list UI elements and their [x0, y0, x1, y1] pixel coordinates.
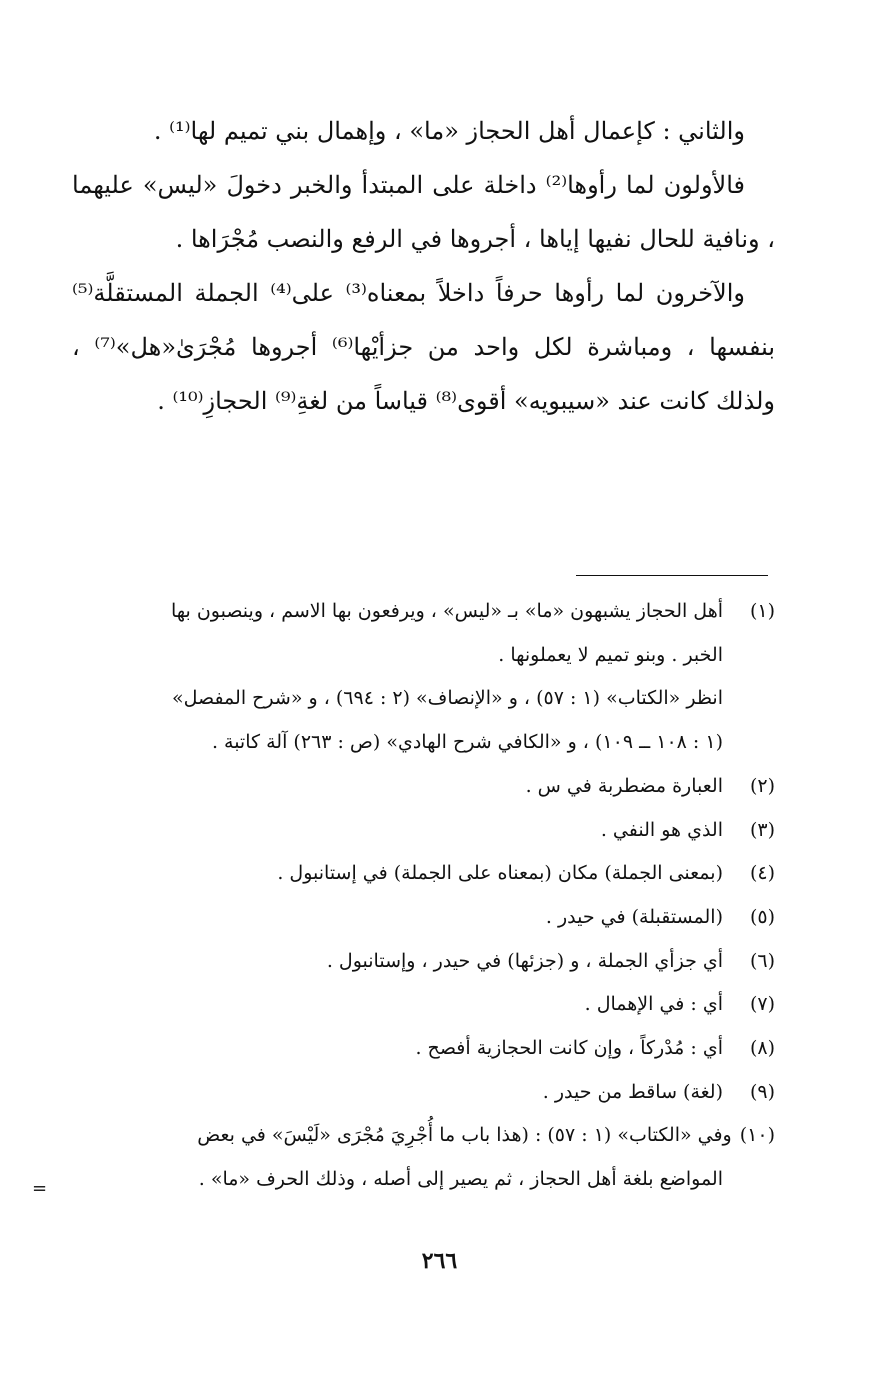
footnote-number: (٥) — [749, 905, 775, 928]
footnote-line: (المستقبلة) في حيدر . — [545, 905, 723, 928]
footnote-text — [72, 590, 723, 765]
footnote-1 — [72, 590, 775, 765]
footnote-7 — [72, 983, 775, 1027]
footnote-line: (لغة) ساقط من حيدر . — [542, 1080, 723, 1103]
footnote-number: (٧) — [749, 993, 775, 1016]
footnote-text — [72, 940, 723, 984]
footnote-number: (٦) — [749, 949, 775, 972]
footnote-text — [72, 983, 723, 1027]
footnote-text — [72, 1071, 723, 1115]
footnote-6 — [72, 940, 775, 984]
footnote-line: وفي «الكتاب» (١ : ٥٧) : (هذا باب ما أُجْرِيَ مُجْرَى «لَيْسَ» في بعض — [197, 1124, 732, 1147]
footnote-line: انظر «الكتاب» (١ : ٥٧) ، و «الإنصاف» (٢ : ٦٩٤) ، و «شرح المفصل» — [171, 687, 723, 710]
footnote-10-continuation — [72, 1158, 775, 1202]
page-number: ٢٦٦ — [421, 1248, 458, 1274]
footnote-line: (١ : ١٠٨ ــ ١٠٩) ، و «الكافي شرح الهادي» (ص : ٢٦٣) آلة كاتبة . — [211, 731, 723, 754]
main-paragraph-2: فالأولون لما رأوها⁽²⁾ داخلة على المبتدأ والخبر دخولَ «ليس» عليهما ، ونافية للحال نفيها إياها ، أجروها في الرفع والنصب مُجْرَاها . — [72, 171, 775, 253]
footnote-line: أي : مُدْركاً ، وإن كانت الحجازية أفصح . — [415, 1037, 723, 1060]
footnote-number: (١) — [749, 600, 775, 622]
footnote-line: أي : في الإهمال . — [584, 993, 723, 1016]
main-paragraph-1: والثاني : كإعمال أهل الحجاز «ما» ، وإهمال بني تميم لها⁽¹⁾ . — [153, 117, 745, 145]
footnote-number: (٣) — [749, 818, 775, 841]
footnote-line: أهل الحجاز يشبهون «ما» بـ «ليس» ، ويرفعون بها الاسم ، وينصبون بها — [170, 600, 723, 622]
footnote-5 — [72, 896, 775, 940]
footnote-line: (بمعنى الجملة) مكان (بمعناه على الجملة) في إستانبول . — [277, 862, 723, 885]
footnote-3 — [72, 809, 775, 853]
footnote-4 — [72, 852, 775, 896]
main-paragraph-3: والآخرون لما رأوها حرفاً داخلاً بمعناه⁽³⁾ على⁽⁴⁾ الجملة المستقلَّة⁽⁵⁾ بنفسها ، ومباشرة لكل واحد من جزأيْها⁽⁶⁾ أجروها مُجْرَىٰ«هل»⁽⁷⁾ ، ولذلك كانت عند «سيبويه» أقوى⁽⁸⁾ قياساً من لغةِ⁽⁹⁾ الحجازِ⁽¹⁰⁾ . — [72, 279, 776, 415]
footnotes-section — [72, 590, 775, 1202]
footnote-text — [72, 809, 723, 853]
footnote-number: (٢) — [749, 774, 775, 797]
margin-equals-mark: = — [32, 1178, 48, 1199]
footnote-line: أي جزأي الجملة ، و (جزئها) في حيدر ، وإستانبول . — [326, 949, 723, 972]
footnote-text — [72, 852, 723, 896]
footnote-number: (١٠) — [739, 1124, 775, 1147]
footnote-separator — [576, 575, 768, 576]
footnote-8 — [72, 1027, 775, 1071]
footnote-text — [72, 896, 723, 940]
footnote-9 — [72, 1071, 775, 1115]
footnote-text — [72, 765, 723, 809]
footnote-line: الذي هو النفي . — [600, 818, 723, 841]
footnote-2 — [72, 765, 775, 809]
footnote-number: (٤) — [749, 862, 775, 885]
footnote-text — [72, 1027, 723, 1071]
footnote-line: العبارة مضطربة في س . — [525, 774, 723, 797]
footnote-10 — [72, 1114, 775, 1158]
main-text-body — [72, 104, 775, 428]
footnote-number: (٨) — [749, 1037, 775, 1060]
footnote-line: المواضع بلغة أهل الحجاز ، ثم يصير إلى أصله ، وذلك الحرف «ما» . — [198, 1168, 723, 1191]
footnote-text — [72, 1114, 732, 1158]
footnote-number: (٩) — [749, 1080, 775, 1103]
footnote-line: الخبر . وبنو تميم لا يعملونها . — [498, 643, 723, 666]
